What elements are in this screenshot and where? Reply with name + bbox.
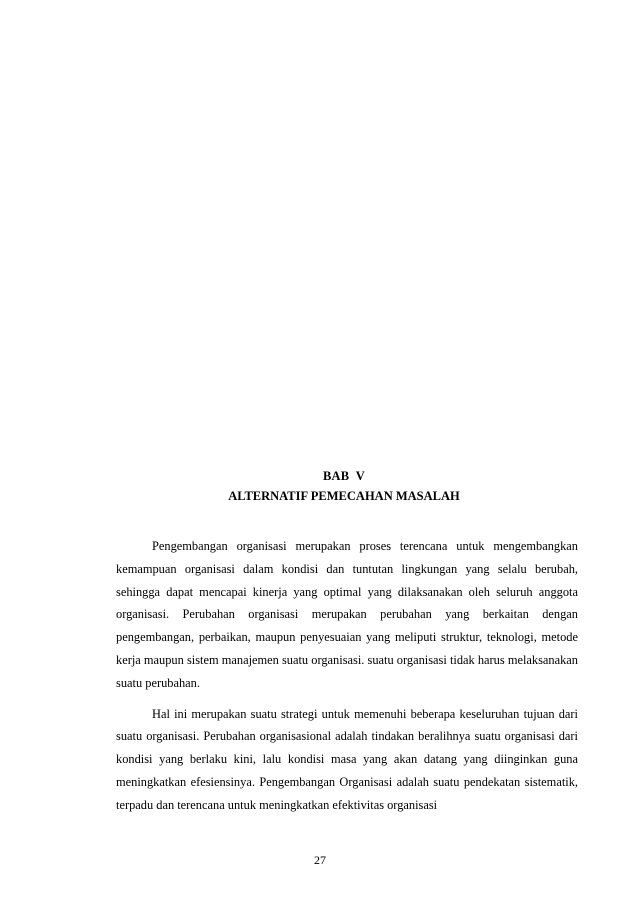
paragraph-2: Hal ini merupakan suatu strategi untuk memenuhi beberapa keseluruhan tujuan dari suatu organisasi. Perubahan organisasional adalah tindakan beralihnya suatu organisasi dari kondisi yang berlaku kini, lalu kondisi masa yang akan datang yang diinginkan guna meningkatkan efesiensinya. Pengembangan Organisasi adalah suatu pendekatan sistematik, terpadu dan terencana untuk meningkatkan efektivitas organisasi — [116, 706, 578, 812]
page-number: 27 — [314, 853, 326, 867]
chapter-number: BAB V — [323, 469, 365, 483]
body-text — [116, 535, 578, 825]
chapter-title: ALTERNATIF PEMECAHAN MASALAH — [228, 489, 460, 503]
paragraph-1: Pengembangan organisasi merupakan proses terencana untuk mengembangkan kemampuan organisasi dalam kondisi dan tuntutan lingkungan yang selalu berubah, sehingga dapat mencapai kinerja yang optimal yang dilaksanakan oleh seluruh anggota organisasi. Perubahan organisasi merupakan perubahan yang berkaitan dengan pengembangan, perbaikan, maupun penyesuaian yang meliputi struktur, teknologi, metode kerja maupun sistem manajemen suatu organisasi. suatu organisasi tidak harus melaksanakan suatu perubahan. — [116, 539, 578, 690]
